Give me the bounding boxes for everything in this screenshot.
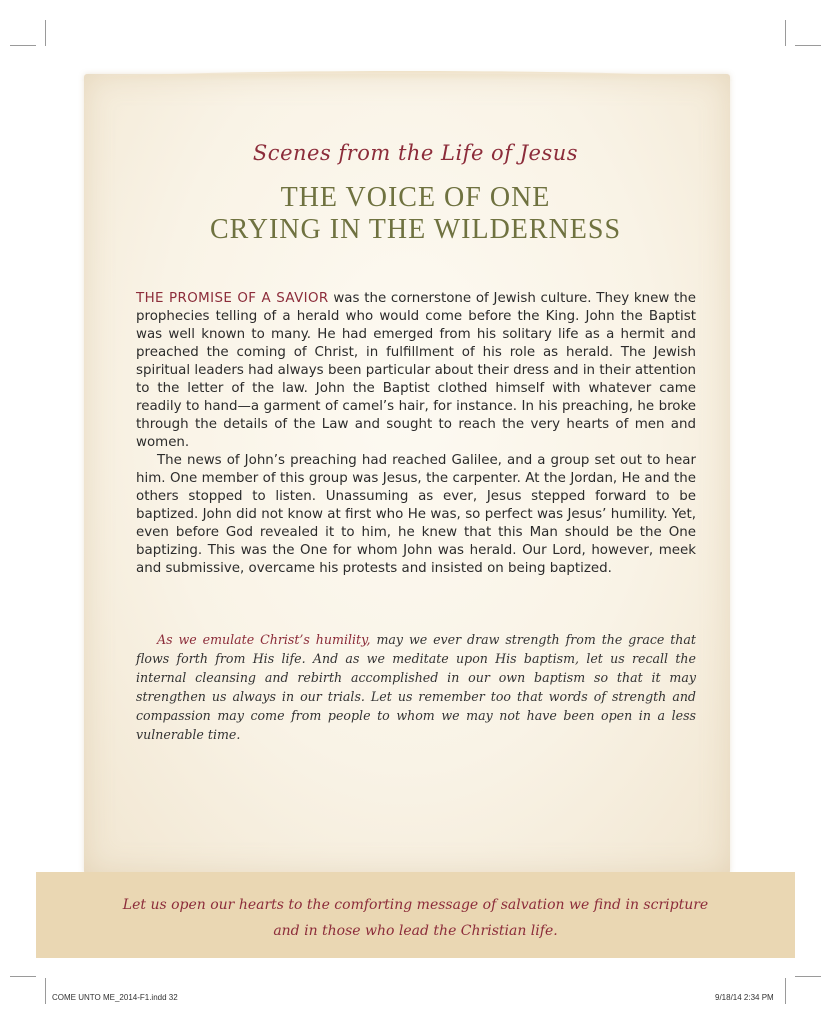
slug-file: COME UNTO ME_2014-F1.indd 32 — [52, 993, 178, 1002]
title-line-2: CRYING IN THE WILDERNESS — [209, 214, 622, 245]
crop-mark — [795, 976, 821, 977]
footer-band — [36, 872, 795, 958]
footer-quote-line-2: and in those who lead the Christian life. — [273, 923, 558, 939]
paragraph-1 — [136, 290, 696, 452]
paragraph-2: The news of John’s preaching had reached Galilee, and a group set out to hear him. One member of this group was Jesus, the carpenter. At the Jordan, He and the others stopped to listen. Unassuming as ever, Jesus stepped forward to be baptized. John did not know at first who He was, so perfect was Jesus’ humility. Yet, even before God revealed it to him, he knew that this Man should be the One baptizing. This was the One for whom John was herald. Our Lord, however, meek and submissive, overcame his protests and insisted on being baptized. — [136, 453, 696, 576]
crop-mark — [10, 976, 36, 977]
paragraph-lead: THE PROMISE OF A SAVIOR — [136, 291, 329, 306]
title-line-1: THE VOICE OF ONE — [280, 182, 551, 213]
crop-mark — [45, 20, 46, 46]
reflection-text: may we ever draw strength from the grace that flows forth from His life. And as we meditate upon His baptism, let us recall the internal cleansing and rebirth accomplished in our own baptism so that it may strengthen us always in our trials. Let us remember too that words of strength and compassion may come from people to whom we may not have been open in a less vulnerable time. — [136, 632, 696, 742]
footer-quote — [36, 892, 795, 944]
crop-mark — [785, 20, 786, 46]
reflection-lead: As we emulate Christ’s humility, — [157, 632, 371, 647]
page-subtitle: Scenes from the Life of Jesus — [252, 141, 579, 165]
paragraph-1-text: was the cornerstone of Jewish culture. They knew the prophecies telling of a herald who would come before the King. John the Baptist was well known to many. He had emerged from his solitary life as a hermit and preached the coming of Christ, in fulfillment of his role as herald. The Jewish spiritual leaders had always been particular about their dress and in their attention to the letter of the law. John the Baptist clothed himself with whatever came readily to hand—a garment of camel’s hair, for instance. In his preaching, he broke through the details of the Law and sought to reach the very hearts of men and women. — [136, 291, 696, 450]
body-text — [136, 290, 696, 578]
crop-mark — [785, 978, 786, 1004]
page-title — [0, 182, 831, 246]
crop-mark — [45, 978, 46, 1004]
reflection-paragraph — [136, 630, 696, 744]
crop-mark — [10, 45, 36, 46]
crop-mark — [795, 45, 821, 46]
footer-quote-line-1: Let us open our hearts to the comforting message of salvation we find in scripture — [122, 897, 709, 913]
slug-datetime: 9/18/14 2:34 PM — [715, 993, 774, 1002]
